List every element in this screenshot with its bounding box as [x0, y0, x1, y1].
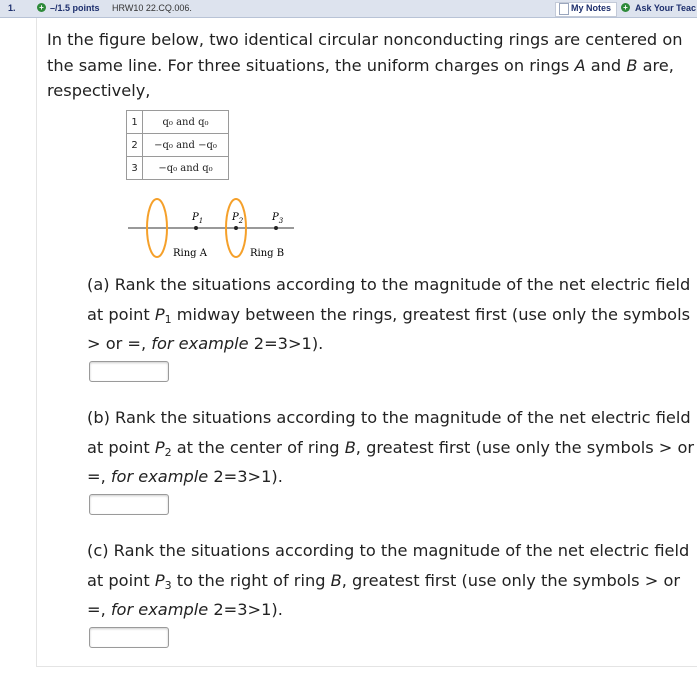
answer-input-c[interactable] — [89, 627, 169, 648]
points-label: –/1.5 points — [50, 3, 100, 13]
question-header — [0, 0, 697, 18]
intro-ring-a: A — [574, 55, 586, 75]
table-row — [127, 157, 229, 180]
table-row — [127, 111, 229, 134]
my-notes-link[interactable]: My Notes — [571, 3, 612, 13]
rings-figure — [128, 196, 298, 268]
situation-number: 3 — [127, 157, 143, 180]
problem-code: HRW10 22.CQ.006. — [112, 3, 192, 13]
ring-a-label: Ring A — [173, 248, 207, 259]
question-part-b: (b) Rank the situations according to the magnitude of the net electric field at point $P_2$ at the center of ring B, greatest first (use only the symbols > or =, for example 2=3>1). — [87, 408, 695, 486]
situations-table — [126, 110, 229, 180]
point-p1-dot — [194, 226, 198, 230]
intro-and: and — [585, 55, 627, 75]
question-number: 1. — [8, 3, 16, 13]
point-p3-label: $P_3$ — [272, 212, 284, 225]
intro-ring-b: B — [626, 55, 638, 75]
situation-charges: −q₀ and −q₀ — [143, 134, 229, 157]
ask-teacher-link[interactable]: Ask Your Teac — [635, 3, 697, 13]
question-part-a: (a) Rank the situations according to the magnitude of the net electric field at point $P_1$ midway between the rings, greatest first (use only the symbols > or =, for example 2=3>1). — [87, 275, 691, 353]
situation-charges: −q₀ and q₀ — [143, 157, 229, 180]
notes-page-icon — [559, 3, 569, 15]
question-intro — [47, 27, 697, 104]
expand-plus-icon[interactable]: + — [37, 3, 46, 12]
ask-teacher-plus-icon[interactable]: + — [621, 3, 630, 12]
table-row — [127, 134, 229, 157]
point-p1-label: $P_1$ — [192, 212, 204, 225]
point-p2-label: $P_2$ — [232, 212, 244, 225]
answer-input-b[interactable] — [89, 494, 169, 515]
point-p2-dot — [234, 226, 238, 230]
question-part-c: (c) Rank the situations according to the magnitude of the net electric field at point $P_3$ to the right of ring B, greatest first (use only the symbols > or =, for example 2=3>1). — [87, 541, 690, 619]
ring-b-label: Ring B — [250, 248, 285, 259]
situation-charges: q₀ and q₀ — [143, 111, 229, 134]
intro-text: In the figure below, two identical circular nonconducting rings are centered on the same line. For three situations, the uniform charges on rings — [47, 30, 683, 75]
answer-input-a[interactable] — [89, 361, 169, 382]
situation-number: 2 — [127, 134, 143, 157]
point-p3-dot — [274, 226, 278, 230]
situation-number: 1 — [127, 111, 143, 134]
intro-text-end: are, respectively, — [47, 55, 674, 100]
